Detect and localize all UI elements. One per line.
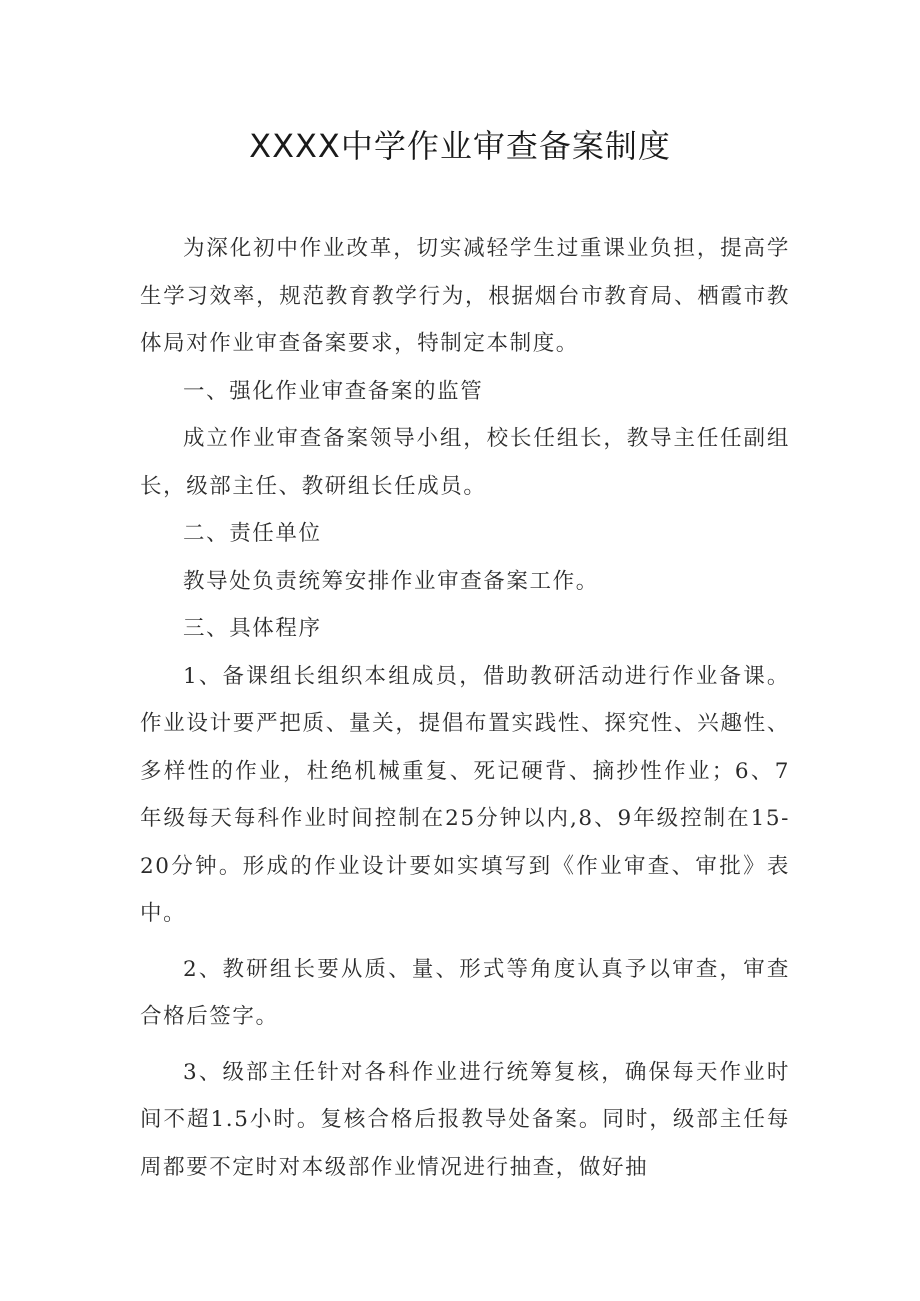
paragraph-step-2: 2、教研组长要从质、量、形式等角度认真予以审查，审查合格后签字。	[140, 956, 790, 1029]
document-title: XXXX中学作业审查备案制度	[249, 127, 671, 165]
heading-section-2: 二、责任单位	[183, 521, 322, 546]
heading-section-1: 一、强化作业审查备案的监管	[183, 378, 484, 404]
heading-section-3: 三、具体程序	[183, 616, 322, 641]
document-body	[140, 225, 790, 1191]
paragraph-step-3: 3、级部主任针对各科作业进行统筹复核，确保每天作业时间不超1.5小时。复核合格后报教导处备案。同时，级部主任每周都要不定时对本级部作业情况进行抽查，做好抽	[140, 1059, 790, 1180]
paragraph-step-1: 1、备课组长组织本组成员，借助教研活动进行作业备课。作业设计要严把质、量关，提倡布置实践性、探究性、兴趣性、多样性的作业，杜绝机械重复、死记硬背、摘抄性作业；6、7年级每天每科作业时间控制在25分钟以内,8、9年级控制在15-20分钟。形成的作业设计要如实填写到《作业审查、审批》表中。	[140, 663, 790, 926]
paragraph-intro: 为深化初中作业改革，切实减轻学生过重课业负担，提高学生学习效率，规范教育教学行为，根据烟台市教育局、栖霞市教体局对作业审查备案要求，特制定本制度。	[140, 236, 790, 356]
paragraph-section-1: 成立作业审查备案领导小组，校长任组长，教导主任任副组长，级部主任、教研组长任成员。	[140, 426, 790, 499]
paragraph-section-2: 教导处负责统筹安排作业审查备案工作。	[183, 568, 599, 594]
